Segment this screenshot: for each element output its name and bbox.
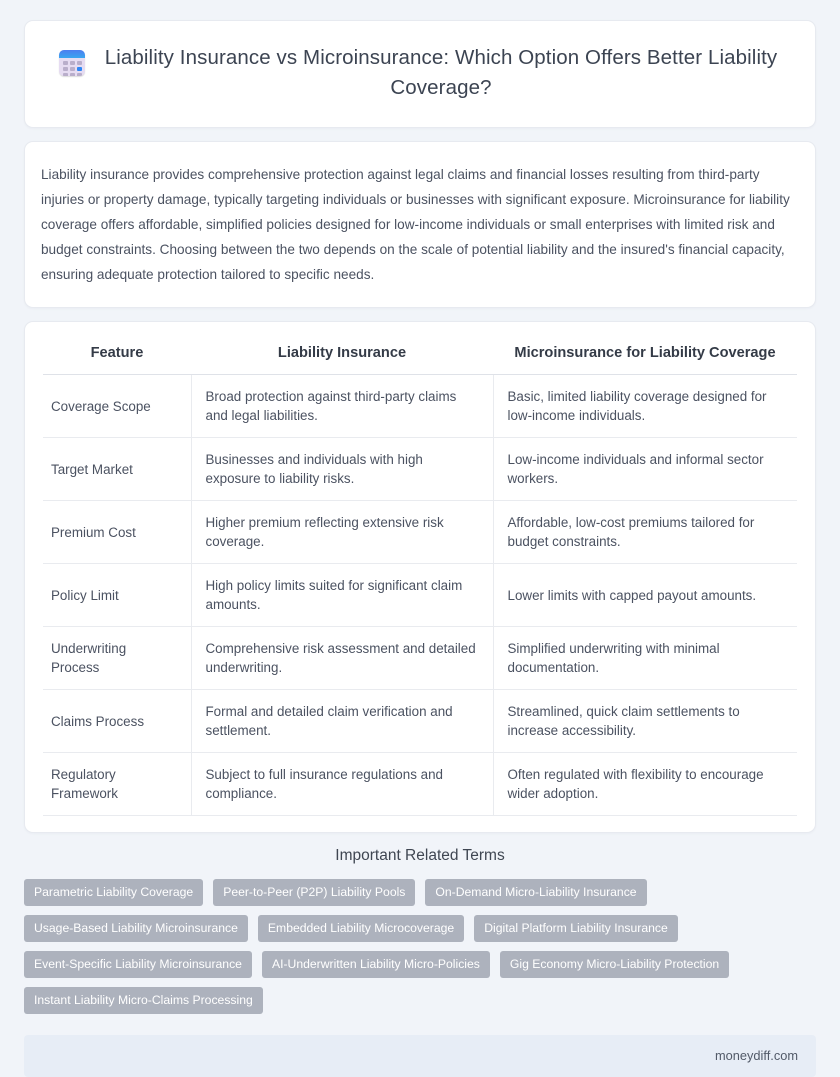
calendar-dot-today <box>77 67 82 71</box>
related-terms-tag-list <box>24 879 816 1018</box>
header-inner <box>59 43 781 103</box>
calendar-dot <box>77 61 82 65</box>
cell-microinsurance: Often regulated with flexibility to encourage wider adoption. <box>493 753 797 816</box>
cell-liability-insurance: Formal and detailed claim verification and settlement. <box>191 690 493 753</box>
cell-liability-insurance: Subject to full insurance regulations and compliance. <box>191 753 493 816</box>
calendar-dot <box>63 67 68 71</box>
cell-liability-insurance: Businesses and individuals with high exposure to liability risks. <box>191 438 493 501</box>
column-header-liability-insurance: Liability Insurance <box>191 340 493 375</box>
cell-liability-insurance: Comprehensive risk assessment and detailed underwriting. <box>191 627 493 690</box>
related-term-tag[interactable]: Digital Platform Liability Insurance <box>474 915 678 942</box>
cell-microinsurance: Streamlined, quick claim settlements to increase accessibility. <box>493 690 797 753</box>
cell-feature: Policy Limit <box>43 564 191 627</box>
calendar-dot <box>77 73 82 76</box>
cell-liability-insurance: High policy limits suited for significant claim amounts. <box>191 564 493 627</box>
header-card <box>24 20 816 128</box>
comparison-table-card <box>24 321 816 833</box>
cell-microinsurance: Simplified underwriting with minimal documentation. <box>493 627 797 690</box>
page-title: Liability Insurance vs Microinsurance: Which Option Offers Better Liability Coverage? <box>104 46 778 99</box>
calendar-dot <box>70 67 75 71</box>
table-row <box>43 690 797 753</box>
related-term-tag[interactable]: Parametric Liability Coverage <box>24 879 203 906</box>
table-row <box>43 375 797 438</box>
related-term-tag[interactable]: On-Demand Micro-Liability Insurance <box>425 879 646 906</box>
table-body <box>43 375 797 816</box>
cell-microinsurance: Basic, limited liability coverage designed for low-income individuals. <box>493 375 797 438</box>
cell-feature: Target Market <box>43 438 191 501</box>
cell-feature: Regulatory Framework <box>43 753 191 816</box>
calendar-dot <box>70 61 75 65</box>
calendar-dot <box>70 73 75 76</box>
related-terms-section <box>24 847 816 1018</box>
cell-feature: Coverage Scope <box>43 375 191 438</box>
calendar-icon-top <box>59 50 85 58</box>
related-term-tag[interactable]: Gig Economy Micro-Liability Protection <box>500 951 729 978</box>
cell-liability-insurance: Broad protection against third-party claims and legal liabilities. <box>191 375 493 438</box>
related-term-tag[interactable]: AI-Underwritten Liability Micro-Policies <box>262 951 490 978</box>
related-term-tag[interactable]: Embedded Liability Microcoverage <box>258 915 464 942</box>
related-terms-title: Important Related Terms <box>335 847 505 864</box>
footer-site-name: moneydiff.com <box>715 1048 798 1063</box>
table-head <box>43 340 797 375</box>
calendar-icon <box>59 50 85 76</box>
table-row <box>43 564 797 627</box>
cell-microinsurance: Lower limits with capped payout amounts. <box>493 564 797 627</box>
description-card <box>24 141 816 308</box>
cell-feature: Claims Process <box>43 690 191 753</box>
calendar-icon-grid <box>63 61 82 76</box>
cell-microinsurance: Low-income individuals and informal sector workers. <box>493 438 797 501</box>
related-term-tag[interactable]: Usage-Based Liability Microinsurance <box>24 915 248 942</box>
description-text: Liability insurance provides comprehensive protection against legal claims and financial losses resulting from third-party injuries or property damage, typically targeting individuals or businesses with significant exposure. Microinsurance for liability coverage offers affordable, simplified policies designed for low-income individuals or small enterprises with limited risk and budget constraints. Choosing between the two depends on the scale of potential liability and the insured's financial capacity, ensuring adequate protection tailored to specific needs. <box>41 167 790 282</box>
related-term-tag[interactable]: Event-Specific Liability Microinsurance <box>24 951 252 978</box>
cell-feature: Premium Cost <box>43 501 191 564</box>
related-term-tag[interactable]: Peer-to-Peer (P2P) Liability Pools <box>213 879 415 906</box>
cell-feature: Underwriting Process <box>43 627 191 690</box>
calendar-dot <box>63 61 68 65</box>
table-header-row <box>43 340 797 375</box>
calendar-dot <box>63 73 68 76</box>
table-row <box>43 438 797 501</box>
cell-microinsurance: Affordable, low-cost premiums tailored for budget constraints. <box>493 501 797 564</box>
cell-liability-insurance: Higher premium reflecting extensive risk coverage. <box>191 501 493 564</box>
related-term-tag[interactable]: Instant Liability Micro-Claims Processing <box>24 987 263 1014</box>
table-row <box>43 753 797 816</box>
column-header-microinsurance: Microinsurance for Liability Coverage <box>493 340 797 375</box>
table-row <box>43 627 797 690</box>
column-header-feature: Feature <box>43 340 191 375</box>
comparison-table <box>43 340 797 816</box>
footer-bar <box>24 1035 816 1077</box>
table-row <box>43 501 797 564</box>
